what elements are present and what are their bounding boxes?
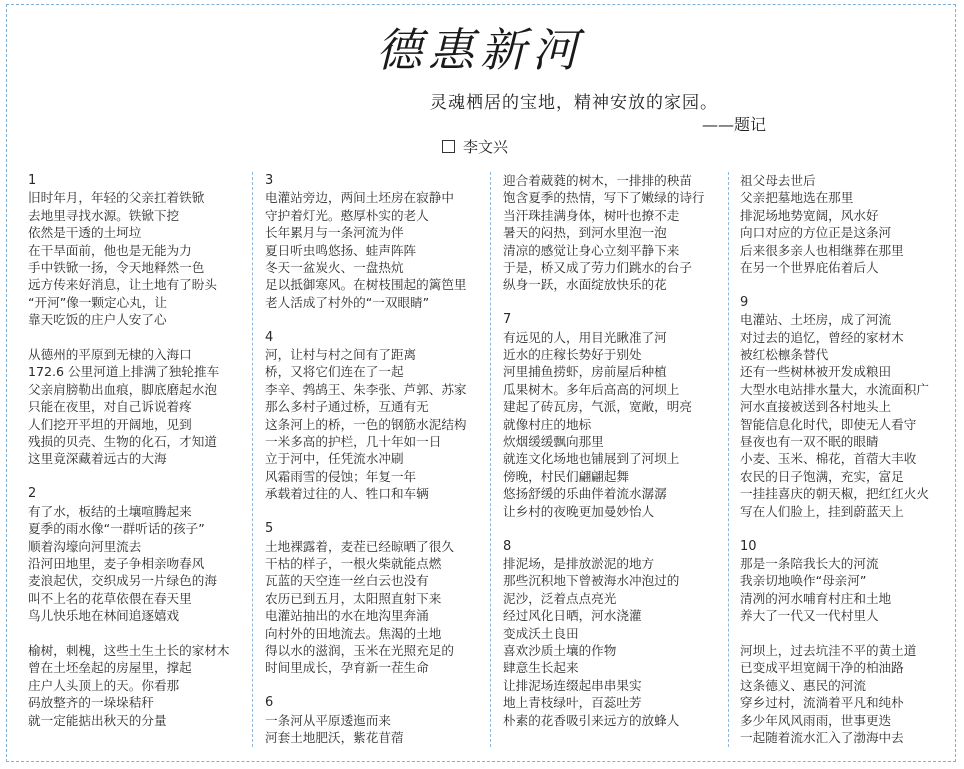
poem-line: 河里捕鱼捞虾，房前屋后种植 (503, 364, 667, 380)
poem-line: 大型水电站排水量大，水流面积广 (740, 381, 929, 397)
poem-line: 那是一条陪我长大的河流 (740, 555, 879, 571)
poem-line: 残损的贝壳、生物的化石，才知道 (28, 434, 217, 450)
stanza-number: 9 (740, 294, 749, 310)
stanza-number: 3 (265, 173, 274, 188)
stanza-number: 5 (265, 521, 274, 537)
poem-line: 农民的日子饱满，充实，富足 (740, 468, 904, 484)
poem-line: 电灌站抽出的水在地沟里奔涌 (265, 608, 429, 624)
epigraph: 灵魂栖居的宝地，精神安放的家园。 (430, 93, 718, 113)
poem-line: 手中铁锨一扬，令天地释然一色 (28, 260, 205, 276)
poem-line: 瓦蓝的天空连一丝白云也没有 (265, 573, 429, 589)
poem-line: 写在人们脸上，挂到蔚蓝天上 (740, 503, 904, 519)
poem-line: 肆意生长起来 (503, 660, 579, 676)
poem-column-2 (265, 172, 475, 746)
stanza-gap (740, 276, 950, 293)
poem-line: 让乡村的夜晚更加曼妙怡人 (503, 503, 655, 519)
poem-line: 河坝上，过去坑洼不平的黄土道 (740, 642, 917, 658)
poem-line: 老人活成了村外的“一双眼睛” (265, 294, 430, 310)
poem-line: 炊烟缓缓飘向那里 (503, 434, 604, 450)
poem-line: 纵身一跃，水面绽放快乐的花 (503, 277, 667, 293)
column-divider (252, 172, 253, 747)
poem-column-1 (28, 172, 238, 729)
stanza-gap (28, 625, 238, 642)
poem-line: 顺着沟壕向河里流去 (28, 538, 142, 554)
poem-line: 一起随着流水汇入了渤海中去 (740, 729, 904, 745)
poem-line: 那么多村子通过桥，互通有无 (265, 399, 429, 415)
poem-line: 小麦、玉米、棉花，首蓿大丰收 (740, 451, 917, 467)
poem-line: 傍晚，村民们翩翩起舞 (503, 468, 629, 484)
poem-line: 桥，又将它们连在了一起 (265, 364, 404, 380)
poem-line: 瓜果树木。多年后高高的河坝上 (503, 381, 680, 397)
poem-line: 喜欢沙质土壤的作物 (503, 642, 617, 658)
poem-line: 饱含夏季的热情，写下了嫩绿的诗行 (503, 190, 705, 206)
poem-line: 电灌站旁边，两间土坯房在寂静中 (265, 190, 454, 206)
poem-line: 时间里成长，孕育新一茬生命 (265, 660, 429, 676)
poem-line: 泥沙，泛着点点亮光 (503, 590, 617, 606)
stanza-number: 8 (503, 538, 512, 554)
poem-line: 麦浪起伏，交织成另一片绿色的海 (28, 573, 217, 589)
poem-column-4 (740, 172, 950, 746)
poem-line: 庄户人头顶上的天。你看那 (28, 677, 180, 693)
author-name: 李文兴 (463, 138, 509, 156)
poem-line: 冬天一盆炭火、一盘热炕 (265, 260, 404, 276)
poem-line: 夏季的雨水像“一群听话的孩子” (28, 521, 205, 537)
poem-line: 这条德义、惠民的河流 (740, 677, 866, 693)
poem-line: 承载着过往的人、牲口和车辆 (265, 486, 429, 502)
poem-line: 向口对应的方位正是这条河 (740, 225, 892, 241)
poem-line: 朴素的花香吸引来远方的放蜂人 (503, 712, 680, 728)
poem-line: 穿乡过村，流淌着平凡和纯朴 (740, 695, 904, 711)
poem-line: 鸟儿快乐地在林间追逐嬉戏 (28, 608, 180, 624)
poem-line: 土地裸露着，麦茬已经晾晒了很久 (265, 538, 454, 554)
poem-line: 一挂挂喜庆的朝天椒，把红红火火 (740, 486, 929, 502)
poem-line: 长年累月与一条河流为伴 (265, 225, 404, 241)
poem-line: 沿河田地里，麦子争相亲吻春风 (28, 555, 205, 571)
poem-title: 德惠新河 (376, 23, 584, 77)
poem-line: 有了水，板结的土壤喧腾起来 (28, 503, 192, 519)
poem-line: 这里竟深藏着远古的大海 (28, 451, 167, 467)
poem-line: 依然是干透的土坷垃 (28, 225, 142, 241)
poem-line: 电灌站、土坯房，成了河流 (740, 312, 892, 328)
poem-line: 人们挖开平坦的开阔地，见到 (28, 416, 192, 432)
poem-line: 河水直接被送到各村地头上 (740, 399, 892, 415)
poem-line: 就像村庄的地标 (503, 416, 592, 432)
poem-line: 李辛、鹁鸪王、朱李张、芦郭、苏家 (265, 381, 467, 397)
stanza-gap (28, 329, 238, 346)
stanza-gap (265, 311, 475, 328)
poem-line: 父亲肩膀勒出血痕，脚底磨起水泡 (28, 381, 217, 397)
stanza-number: 2 (28, 486, 37, 502)
poem-column-3 (503, 172, 713, 729)
poem-line: 已变成平坦宽阔干净的柏油路 (740, 660, 904, 676)
poem-line: 还有一些树林被开发成粮田 (740, 364, 892, 380)
poem-line: 远方传来好消息，让土地有了盼头 (28, 277, 217, 293)
poem-line: 就一定能掂出秋天的分量 (28, 712, 167, 728)
poem-line: 当汗珠挂满身体，树叶也撩不走 (503, 207, 680, 223)
stanza-gap (503, 520, 713, 537)
stanza-gap (28, 468, 238, 485)
poem-line: 夏日听虫鸣悠扬、蛙声阵阵 (265, 242, 417, 258)
poem-line: 农历已到五月，太阳照直射下来 (265, 590, 442, 606)
poem-line: 多少年风风雨雨，世事更迭 (740, 712, 892, 728)
poem-line: 地上青枝绿叶，百蕊吐芳 (503, 695, 642, 711)
poem-line: 我亲切地唤作“母亲河” (740, 573, 867, 589)
poem-line: 干枯的样子，一根火柴就能点燃 (265, 555, 442, 571)
poem-line: 河套土地肥沃，紫花苜蓿 (265, 729, 404, 745)
poem-line: 码放整齐的一垛垛秸秆 (28, 695, 154, 711)
poem-line: 去地里寻找水源。铁锨下挖 (28, 207, 180, 223)
stanza-gap (740, 625, 950, 642)
poem-line: 一条河从平原逶迤而来 (265, 712, 391, 728)
poem-line: 这条河上的桥，一色的钢筋水泥结构 (265, 416, 467, 432)
poem-line: 养大了一代又一代村里人 (740, 608, 879, 624)
poem-line: 有远见的人，用目光瞅准了河 (503, 329, 667, 345)
poem-line: 排泥场，是排放淤泥的地方 (503, 555, 655, 571)
poem-line: 那些沉积地下曾被海水冲泡过的 (503, 573, 680, 589)
poem-line: 向村外的田地流去。焦渴的土地 (265, 625, 442, 641)
poem-line: 迎合着葳蕤的树木，一排排的秧苗 (503, 173, 692, 188)
poem-line: 立于河中，任凭流水冲刷 (265, 451, 404, 467)
stanza-number: 10 (740, 538, 757, 554)
stanza-gap (265, 503, 475, 520)
poem-line: 对过去的追忆，曾经的家材木 (740, 329, 904, 345)
poem-line: 悠扬舒缓的乐曲伴着流水潺潺 (503, 486, 667, 502)
stanza-gap (740, 520, 950, 537)
poem-line: 清凉的感觉让身心立刻平静下来 (503, 242, 680, 258)
poem-line: 暑天的闷热，到河水里泡一泡 (503, 225, 667, 241)
column-divider (490, 172, 491, 747)
poem-line: 在干旱面前，他也是无能为力 (28, 242, 192, 258)
stanza-number: 6 (265, 695, 274, 711)
poem-line: 于是，桥又成了劳力们跳水的台子 (503, 260, 692, 276)
poem-line: 让排泥场连缀起串串果实 (503, 677, 642, 693)
author-box-icon (442, 140, 455, 153)
stanza-gap (265, 677, 475, 694)
stanza-number: 1 (28, 173, 37, 188)
stanza-number: 4 (265, 329, 274, 345)
poem-line: “开河”像一颗定心丸，让 (28, 294, 167, 310)
poem-line: 守护着灯光。憨厚朴实的老人 (265, 207, 429, 223)
poem-line: 叫不上名的花草依偎在春天里 (28, 590, 192, 606)
poem-line: 昼夜也有一双不眠的眼睛 (740, 434, 879, 450)
poem-line: 风霜雨雪的侵蚀；年复一年 (265, 468, 417, 484)
poem-line: 被红松檩条替代 (740, 347, 829, 363)
stanza-gap (503, 294, 713, 311)
author-line (442, 136, 508, 157)
poem-line: 旧时年月，年轻的父亲扛着铁锨 (28, 190, 205, 206)
poem-line: 只能在夜里，对自己诉说着疼 (28, 399, 192, 415)
poem-line: 在另一个世界庇佑着后人 (740, 260, 879, 276)
poem-line: 得以水的滋润，玉米在光照充足的 (265, 642, 454, 658)
poem-line: 祖父母去世后 (740, 173, 816, 188)
poem-line: 智能信息化时代，即使无人看守 (740, 416, 917, 432)
column-divider (728, 172, 729, 747)
poem-line: 排泥场地势宽阔，风水好 (740, 207, 879, 223)
poem-line: 靠天吃饭的庄户人安了心 (28, 312, 167, 328)
poem-line: 足以抵御寒风。在树枝围起的篱笆里 (265, 277, 467, 293)
stanza-number: 7 (503, 312, 512, 328)
poem-line: 近水的庄稼长势好于别处 (503, 347, 642, 363)
epigraph-attribution: ——题记 (702, 115, 767, 134)
poem-line: 曾在土坯垒起的房屋里，撑起 (28, 660, 192, 676)
poem-line: 就连文化场地也铺展到了河坝上 (503, 451, 680, 467)
poem-line: 后来很多亲人也相继葬在那里 (740, 242, 904, 258)
poem-line: 一米多高的护栏，几十年如一日 (265, 434, 442, 450)
poem-line: 父亲把墓地选在那里 (740, 190, 854, 206)
poem-line: 建起了砖瓦房，气派，宽敞，明亮 (503, 399, 692, 415)
poem-line: 河，让村与村之间有了距离 (265, 347, 417, 363)
poem-line: 榆树，刺槐，这些土生土长的家材木 (28, 642, 230, 658)
poem-line: 清冽的河水哺育村庄和土地 (740, 590, 892, 606)
poem-line: 172.6 公里河道上排满了独轮推车 (28, 364, 220, 380)
poem-line: 变成沃土良田 (503, 625, 579, 641)
poem-line: 经过风化日晒，河水浇灌 (503, 608, 642, 624)
poem-line: 从德州的平原到无棣的入海口 (28, 347, 192, 363)
